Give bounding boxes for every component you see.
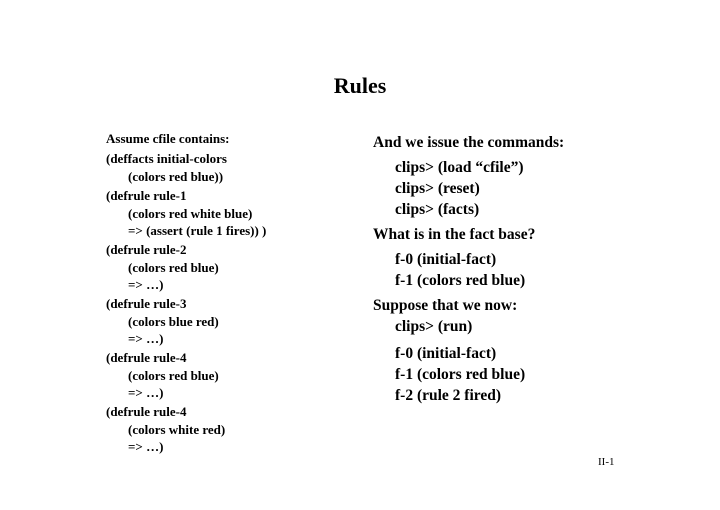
rule-line: (colors white red) <box>128 422 226 437</box>
intro-text: Assume cfile contains: <box>106 131 230 146</box>
rule-line: => (assert (rule 1 fires)) ) <box>128 223 267 238</box>
rule-line: => …) <box>128 277 164 292</box>
rule-line: (colors red blue) <box>128 260 219 275</box>
fact-line: f-1 (colors red blue) <box>395 272 526 289</box>
rule-head: (defrule rule-4 <box>106 350 187 365</box>
commands-heading: And we issue the commands: <box>373 134 565 151</box>
fact-line: f-2 (rule 2 fired) <box>395 387 502 404</box>
rule-line: (colors blue red) <box>128 314 219 329</box>
fact-line: f-0 (initial-fact) <box>395 345 497 362</box>
fact-line: f-1 (colors red blue) <box>395 366 526 383</box>
deffacts-line: (colors red blue)) <box>128 169 224 184</box>
command-line: clips> (load “cfile”) <box>395 159 524 176</box>
run-command-line: clips> (run) <box>395 318 473 335</box>
rule-block-2 <box>106 241 366 293</box>
rule-line: => …) <box>128 439 164 454</box>
command-line: clips> (reset) <box>395 180 480 197</box>
deffacts-block <box>106 150 366 185</box>
rule-head: (defrule rule-2 <box>106 242 187 257</box>
rule-line: (colors red white blue) <box>128 206 253 221</box>
rule-line: => …) <box>128 331 164 346</box>
rule-head: (defrule rule-1 <box>106 188 187 203</box>
fact-line: f-0 (initial-fact) <box>395 251 497 268</box>
fact-base-question: What is in the fact base? <box>373 226 536 243</box>
command-line: clips> (facts) <box>395 201 480 218</box>
cfile-contents <box>106 130 366 457</box>
rule-line: (colors red blue) <box>128 368 219 383</box>
rule-block-1 <box>106 187 366 239</box>
rule-head: (defrule rule-3 <box>106 296 187 311</box>
slide-title: Rules <box>333 73 387 98</box>
rule-line: => …) <box>128 385 164 400</box>
commands-panel <box>373 132 693 406</box>
page-number: II-1 <box>598 456 615 468</box>
deffacts-head: (deffacts initial-colors <box>106 151 227 166</box>
rule-block-3 <box>106 295 366 347</box>
rule-head: (defrule rule-4 <box>106 404 187 419</box>
rule-block-5 <box>106 403 366 455</box>
rule-block-4 <box>106 349 366 401</box>
suppose-text: Suppose that we now: <box>373 297 518 314</box>
